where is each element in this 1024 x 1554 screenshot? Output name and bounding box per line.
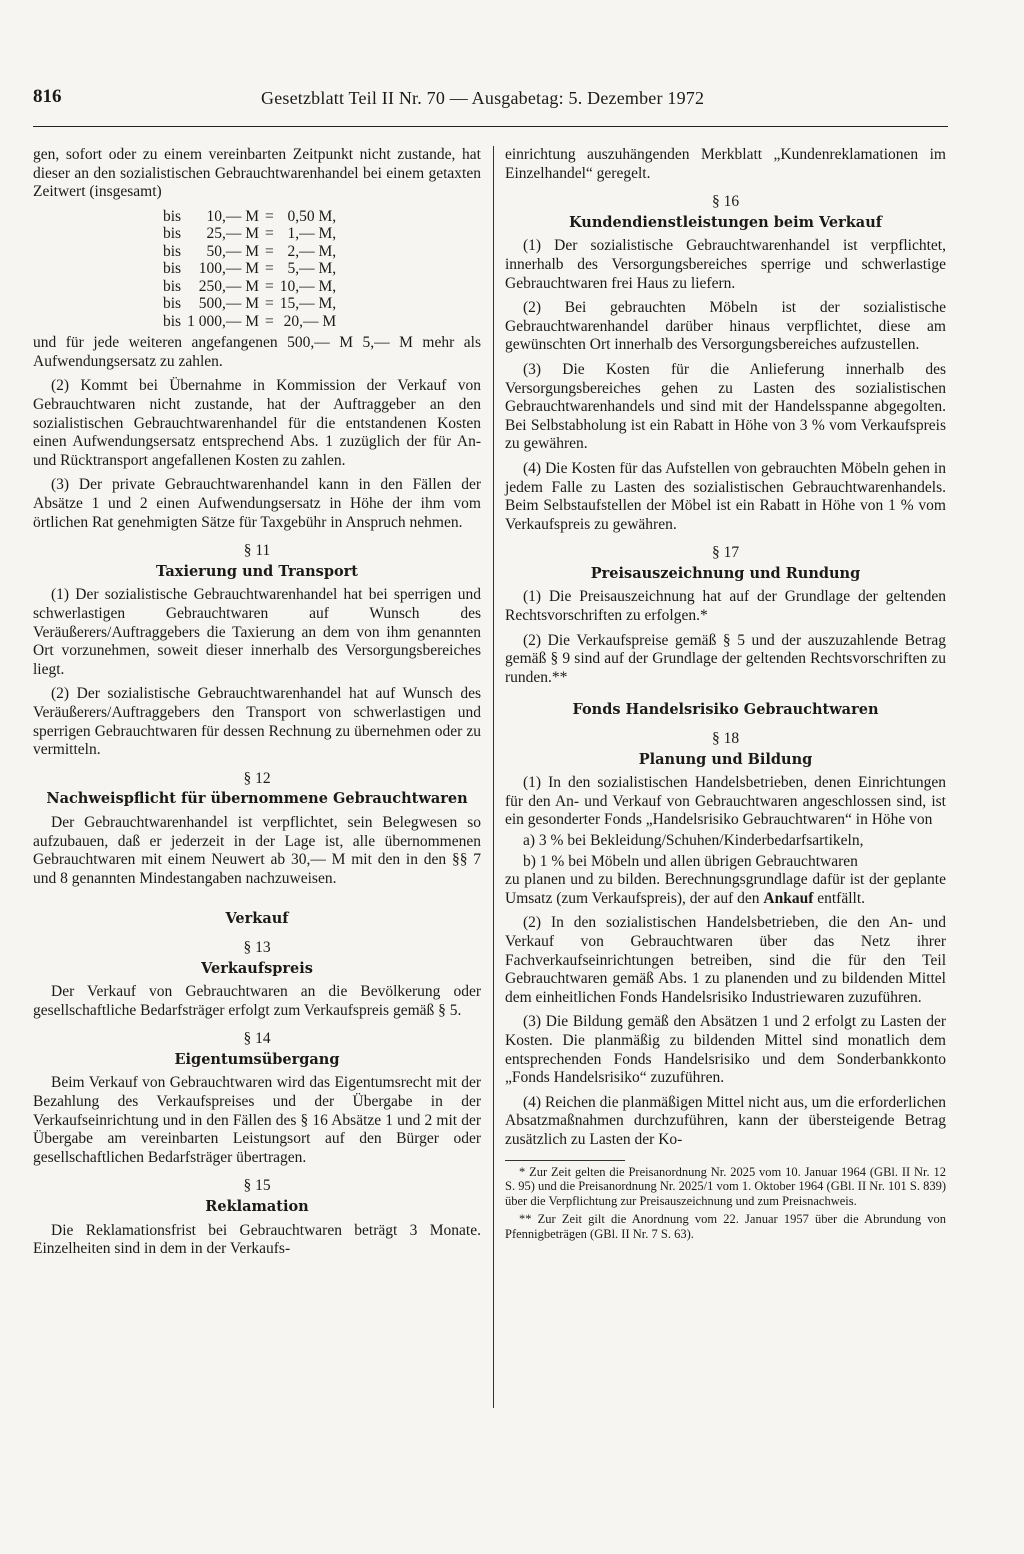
fee-bis: bis: [163, 207, 182, 225]
paragraph: Der Verkauf von Gebrauchtwaren an die Bevölkerung oder gesellschaftliche Bedarfsträger erfolgt zum Verkaufspreis gemäß § 5.: [33, 983, 481, 1019]
fee-table: [163, 208, 342, 331]
fee-eq: =: [265, 312, 274, 330]
fee-eq: =: [265, 260, 274, 278]
paragraph: [505, 871, 946, 908]
bold-term: Ankauf: [763, 889, 814, 907]
paragraph: und für jede weiteren angefangenen 500,— M 5,— M mehr als Aufwendungsersatz zu zahlen.: [33, 334, 481, 370]
paragraph: (2) Der sozialistische Gebrauchtwarenhandel hat auf Wunsch des Veräußerers/Auftraggebers den Transport von schwerlastigen und sperrigen Gebrauchtwaren für dessen Rechnung zu übernehmen oder zu vermitteln.: [33, 685, 481, 759]
fee-value: 250,— M: [198, 277, 260, 295]
paragraph: (3) Die Bildung gemäß den Absätzen 1 und 2 erfolgt zu Lasten der Kosten. Die planmäßig zu bildenden Mittel sind monatlich dem entsprechenden Fonds Handelsrisiko und dem Sonderbankkonto „Fonds Handelsrisiko“ zuzuführen.: [505, 1013, 946, 1087]
paragraph: (4) Die Kosten für das Aufstellen von gebrauchten Möbeln gehen in jedem Falle zu Lasten des sozialistischen Gebrauchtwarenhandels. Beim Selbstaufstellen der Möbel ist ein Rabatt in Höhe von 1 % vom Verkaufspreis zu gewähren.: [505, 459, 946, 533]
paragraph: (1) Die Preisauszeichnung hat auf der Grundlage der geltenden Rechtsvorschriften zu erfolgen.*: [505, 588, 946, 625]
chapter-heading: Verkauf: [225, 910, 289, 928]
paragraph: (1) Der sozialistische Gebrauchtwarenhandel ist verpflichtet, innerhalb des Versorgungsbereiches sperrige und schwerlastige Gebrauchtwaren frei Haus zu liefern.: [505, 237, 946, 292]
fee-eq: =: [265, 295, 274, 313]
fee-row: [163, 243, 342, 261]
fee-value: 100,— M: [198, 260, 260, 278]
column-divider: [493, 146, 494, 1408]
fee-eq: =: [265, 277, 274, 295]
fee-eq: =: [265, 207, 274, 225]
paragraph: (3) Der private Gebrauchtwarenhandel kann in den Fällen der Absätze 1 und 2 einen Aufwendungsersatz in Höhe der ihm vom örtlichen Rat genehmigten Sätze für Taxgebühr in Anspruch nehmen.: [33, 476, 481, 531]
paragraph-text: zu planen und zu bilden. Berechnungsgrundlage dafür ist der geplante Umsatz (zum Verkaufspreis), der auf den: [505, 871, 946, 907]
fee-bis: bis: [163, 277, 182, 295]
section-number: § 17: [711, 544, 740, 562]
fee-row: [163, 278, 342, 296]
paragraph: (3) Die Kosten für die Anlieferung innerhalb des Versorgungsbereiches gehen zu Lasten des sozialistischen Gebrauchtwarenhandels und sind mit der Handelsspanne abgegolten. Bei Selbstabholung ist ein Rabatt in Höhe von 3 % vom Verkaufspreis zu gewähren.: [505, 360, 946, 453]
fee-row: [163, 260, 342, 278]
fee-value: 1 000,— M: [187, 312, 260, 330]
paragraph: (2) Bei gebrauchten Möbeln ist der sozialistische Gebrauchtwarenhandel darüber hinaus verpflichtet, diese am gewünschten Ort innerhalb des Versorgungsbereiches aufzustellen.: [505, 299, 946, 354]
header-title: Gesetzblatt Teil II Nr. 70 — Ausgabetag: 5. Dezember 1972: [261, 88, 705, 108]
right-column: [505, 146, 946, 1245]
fee-value: 25,— M: [206, 225, 260, 243]
section-number: § 16: [711, 193, 740, 211]
section-number: § 18: [711, 730, 740, 748]
fee-bis: bis: [163, 295, 182, 313]
fee-fee: 2,— M,: [287, 242, 337, 260]
section-heading: Reklamation: [205, 1198, 309, 1216]
fee-fee: 0,50 M,: [287, 207, 337, 225]
footnote: * Zur Zeit gelten die Preisanordnung Nr. 2025 vom 10. Januar 1964 (GBl. II Nr. 12 S. 95) und die Preisanordnung Nr. 2025/1 vom 1. Oktober 1964 (GBl. II Nr. 101 S. 839) über die Verpflichtung zur Preisauszeichnung und zum Preisnachweis.: [505, 1164, 946, 1208]
fee-value: 500,— M: [198, 295, 260, 313]
fee-fee: 20,— M: [283, 312, 337, 330]
page-header: [33, 86, 948, 127]
section-number: § 11: [243, 542, 271, 560]
list-item: b) 1 % bei Möbeln und allen übrigen Gebrauchtwaren: [523, 852, 858, 870]
section-number: § 15: [243, 1177, 271, 1195]
fee-value: 10,— M: [206, 207, 260, 225]
section-number: § 14: [243, 1030, 271, 1048]
paragraph: (2) Kommt bei Übernahme in Kommission der Verkauf von Gebrauchtwaren nicht zustande, hat der Auftraggeber an den sozialistischen Gebrauchtwarenhandel für die entstandenen Kosten einen Aufwendungsersatz entsprechend Abs. 1 zuzüglich der für An- und Rücktransport angefallenen Kosten zu zahlen.: [33, 377, 481, 469]
section-heading: Taxierung und Transport: [156, 562, 358, 580]
paragraph: Beim Verkauf von Gebrauchtwaren wird das Eigentumsrecht mit der Bezahlung des Verkaufspreises und der Übergabe in der Verkaufseinrichtung und in den Fällen des § 16 Absätze 1 und 2 mit der Übergabe am vereinbarten Leistungsort auf den Bürger oder gesellschaftlichen Bedarfsträger übertragen.: [33, 1074, 481, 1166]
fee-bis: bis: [163, 312, 182, 330]
fee-bis: bis: [163, 225, 182, 243]
chapter-heading: Fonds Handelsrisiko Gebrauchtwaren: [572, 701, 879, 719]
paragraph: Die Reklamationsfrist bei Gebrauchtwaren beträgt 3 Monate. Einzelheiten sind in dem in der Verkaufs-: [33, 1221, 481, 1258]
fee-fee: 1,— M,: [287, 225, 337, 243]
section-heading: Kundendienstleistungen beim Verkauf: [569, 213, 882, 231]
fee-bis: bis: [163, 242, 182, 260]
paragraph: (2) Die Verkaufspreise gemäß § 5 und der auszuzahlende Betrag gemäß § 9 sind auf der Grundlage der geltenden Rechtsvorschriften zu runden.**: [505, 631, 946, 686]
fee-row: [163, 208, 342, 226]
section-heading: Planung und Bildung: [638, 750, 813, 768]
fee-row: [163, 295, 342, 313]
section-heading: Verkaufspreis: [201, 959, 313, 977]
section-heading: Preisauszeichnung und Rundung: [590, 564, 861, 582]
paragraph: gen, sofort oder zu einem vereinbarten Zeitpunkt nicht zustande, hat dieser an den sozialistischen Gebrauchtwarenhandel bei einem getaxten Zeitwert (insgesamt): [33, 146, 481, 201]
section-heading: Eigentumsübergang: [174, 1050, 340, 1068]
paragraph: (2) In den sozialistischen Handelsbetrieben, die den An- und Verkauf von Gebrauchtwaren über das Netz ihrer Fachverkaufseinrichtungen betreiben, sind die für den Teil Gebrauchtwaren gemäß Abs. 1 zu planenden und zu bildenden Mittel dem einheitlichen Fonds Handelsrisiko Industriewaren zuzuführen.: [505, 914, 946, 1006]
fee-fee: 15,— M,: [279, 295, 337, 313]
section-number: § 12: [243, 769, 271, 787]
paragraph: (1) Der sozialistische Gebrauchtwarenhandel hat bei sperrigen und schwerlastigen Gebrauchtwaren auf Wunsch des Veräußerers/Auftraggebers die Taxierung an dem von ihm genannten Ort vorzunehmen, soweit dieser innerhalb des Versorgungsbereiches liegt.: [33, 586, 481, 678]
fee-fee: 5,— M,: [287, 260, 337, 278]
fee-row: [163, 313, 342, 331]
fee-row: [163, 225, 342, 243]
list-item: a) 3 % bei Bekleidung/Schuhen/Kinderbedarfsartikeln,: [523, 832, 864, 849]
paragraph: einrichtung auszuhängenden Merkblatt „Kundenreklamationen im Einzelhandel“ geregelt.: [505, 146, 946, 182]
paragraph: Der Gebrauchtwarenhandel ist verpflichtet, sein Belegwesen so aufzubauen, daß er jederzeit in der Lage ist, alle übernommenen Gebrauchtwaren mit einem Neuwert ab 30,— M mit den in den §§ 7 und 8 genannten Mindestangaben nachzuweisen.: [33, 813, 481, 887]
fee-eq: =: [265, 225, 274, 243]
page-number: 816: [33, 86, 62, 107]
footnote-rule: [505, 1160, 625, 1161]
fee-bis: bis: [163, 260, 182, 278]
fee-value: 50,— M: [206, 242, 260, 260]
footnote: ** Zur Zeit gilt die Anordnung vom 22. Januar 1957 über die Abrundung von Pfennigbeträgen (GBl. II Nr. 7 S. 63).: [505, 1212, 946, 1241]
paragraph: (1) In den sozialistischen Handelsbetrieben, denen Einrichtungen für den An- und Verkauf von Gebrauchtwaren angeschlossen sind, ist ein gesonderter Fonds „Handelsrisiko Gebrauchtwaren“ in Höhe von: [505, 774, 946, 829]
section-heading: Nachweispflicht für übernommene Gebrauchtwaren: [46, 790, 468, 808]
paragraph: (4) Reichen die planmäßigen Mittel nicht aus, um die erforderlichen Absatzmaßnahmen durchzuführen, kann der übersteigende Betrag zusätzlich zu Lasten der Ko-: [505, 1093, 946, 1148]
left-column: [33, 146, 481, 1265]
fee-eq: =: [265, 242, 274, 260]
paragraph-text: entfällt.: [813, 889, 866, 907]
fee-fee: 10,— M,: [279, 277, 337, 295]
section-number: § 13: [243, 938, 271, 956]
